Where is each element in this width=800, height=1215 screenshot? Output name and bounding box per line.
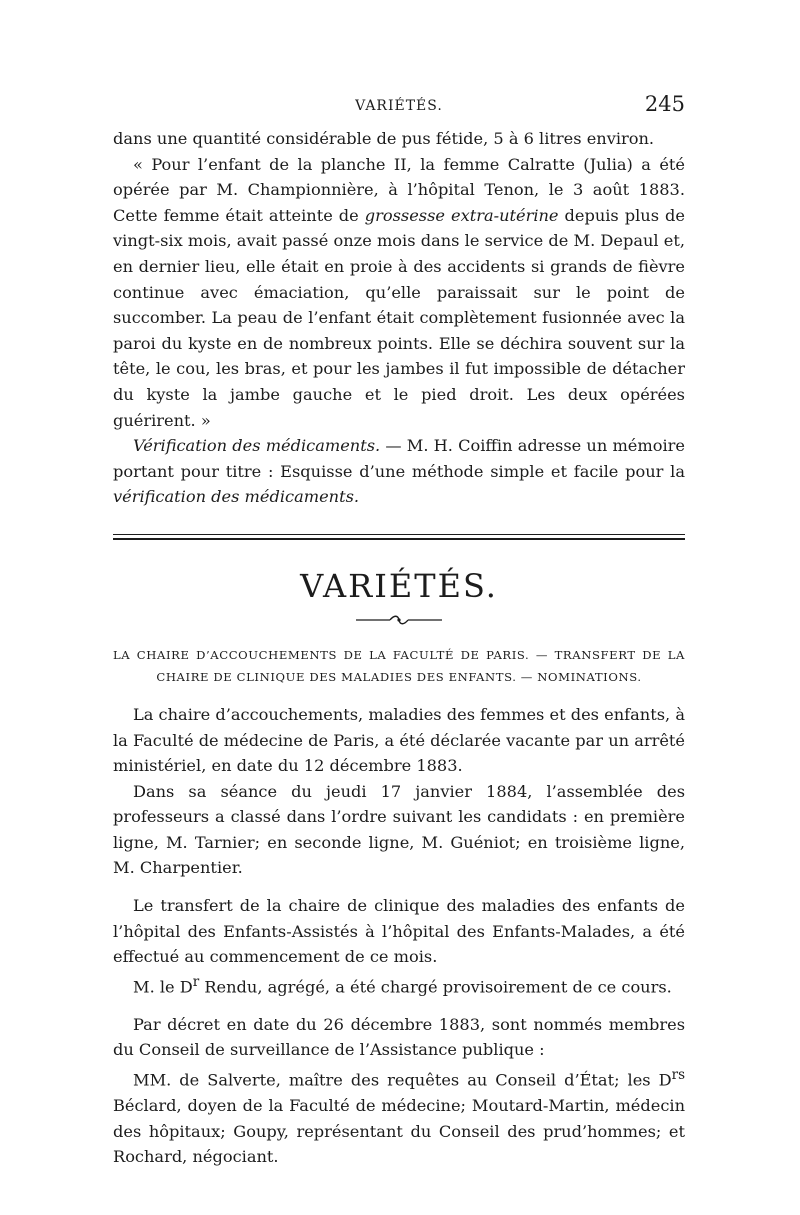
page-number: 245: [644, 92, 685, 116]
nominations-text-start: MM. de Salverte, maître des requêtes au Conseil d’État; les D: [133, 1070, 672, 1090]
rendu-superscript: r: [192, 973, 200, 990]
rendu-text-start: M. le D: [133, 977, 193, 997]
nominations-superscript: rs: [671, 1067, 685, 1084]
verification-title-end: vérification des médicaments.: [113, 487, 360, 507]
rule-line: [113, 534, 685, 535]
paragraph-chaire: La chaire d’accouchements, maladies des femmes et des enfants, à la Faculté de médecine de Paris, a été déclarée vacante par un arrêté ministériel, en date du 12 décembre 1883.: [113, 704, 685, 776]
quote-text-start: « Pour l’enfant de la planche II, la femme Calratte (Julia) a été opérée par M. Championnière, à l’hôpital Tenon, le 3 août 1883. Cette femme était atteinte de: [113, 154, 685, 225]
rendu-text-end: Rendu, agrégé, a été chargé provisoirement de ce cours.: [199, 977, 672, 997]
verification-text: — M. H. Coiffin adresse un mémoire portant pour titre : Esquisse d’une méthode simple et facile pour la: [113, 436, 685, 481]
book-page: [113, 92, 685, 1170]
paragraph-quote: [113, 152, 685, 434]
nominations-text-end: Béclard, doyen de la Faculté de médecine; Moutard-Martin, médecin des hôpitaux; Goupy, représentant du Conseil des prud’hommes; et Rochard, négociant.: [113, 1096, 685, 1167]
paragraph-decret: Par décret en date du 26 décembre 1883, sont nommés membres du Conseil de surveillance de l’Assistance publique :: [113, 1014, 685, 1060]
section-double-rule: [113, 534, 685, 540]
section-title: VARIÉTÉS.: [300, 566, 498, 605]
fleuron-rule-ornament-icon: [354, 614, 444, 626]
running-head: [113, 92, 685, 126]
running-head-title: VARIÉTÉS.: [355, 98, 443, 114]
quote-text-end: depuis plus de vingt-six mois, avait passé onze mois dans le service de M. Depaul et, en dernier lieu, elle était en proie à des accidents si grands de fièvre continue avec émaciation, qu’elle paraissait sur le point de succomber. La peau de l’enfant était complètement fusionnée avec la paroi du kyste en de nombreux points. Elle se déchira souvent sur la tête, le cou, les bras, et pour les jambes il fut impossible de détacher du kyste la jambe gauche et le pied droit. Les deux opérées guérirent. »: [113, 205, 685, 430]
quote-emphasis: grossesse extra-utérine: [364, 205, 559, 225]
paragraph-verification: [113, 433, 685, 510]
article-heading: LA CHAIRE D’ACCOUCHEMENTS DE LA FACULTÉ DE PARIS. — TRANSFERT DE LA CHAIRE DE CLINIQUE DES MALADIES DES ENFANTS. — NOMINATIONS.: [113, 647, 685, 684]
rule-line: [113, 538, 685, 540]
paragraph-transfert: Le transfert de la chaire de clinique des maladies des enfants de l’hôpital des Enfants-Assistés à l’hôpital des Enfants-Malades, a été effectué au commencement de ce mois.: [113, 896, 685, 967]
paragraph-seance: Dans sa séance du jeudi 17 janvier 1884, l’assemblée des professeurs a classé dans l’ordre suivant les candidats : en première ligne, M. Tarnier; en seconde ligne, M. Guéniot; en troisième ligne, M. Charpentier.: [113, 781, 685, 878]
paragraph-rendu: [113, 970, 685, 1000]
verification-heading: Vérification des médicaments.: [133, 436, 381, 456]
paragraph-nominations: [113, 1063, 685, 1170]
paragraph-continued: dans une quantité considérable de pus fétide, 5 à 6 litres environ.: [113, 129, 655, 148]
